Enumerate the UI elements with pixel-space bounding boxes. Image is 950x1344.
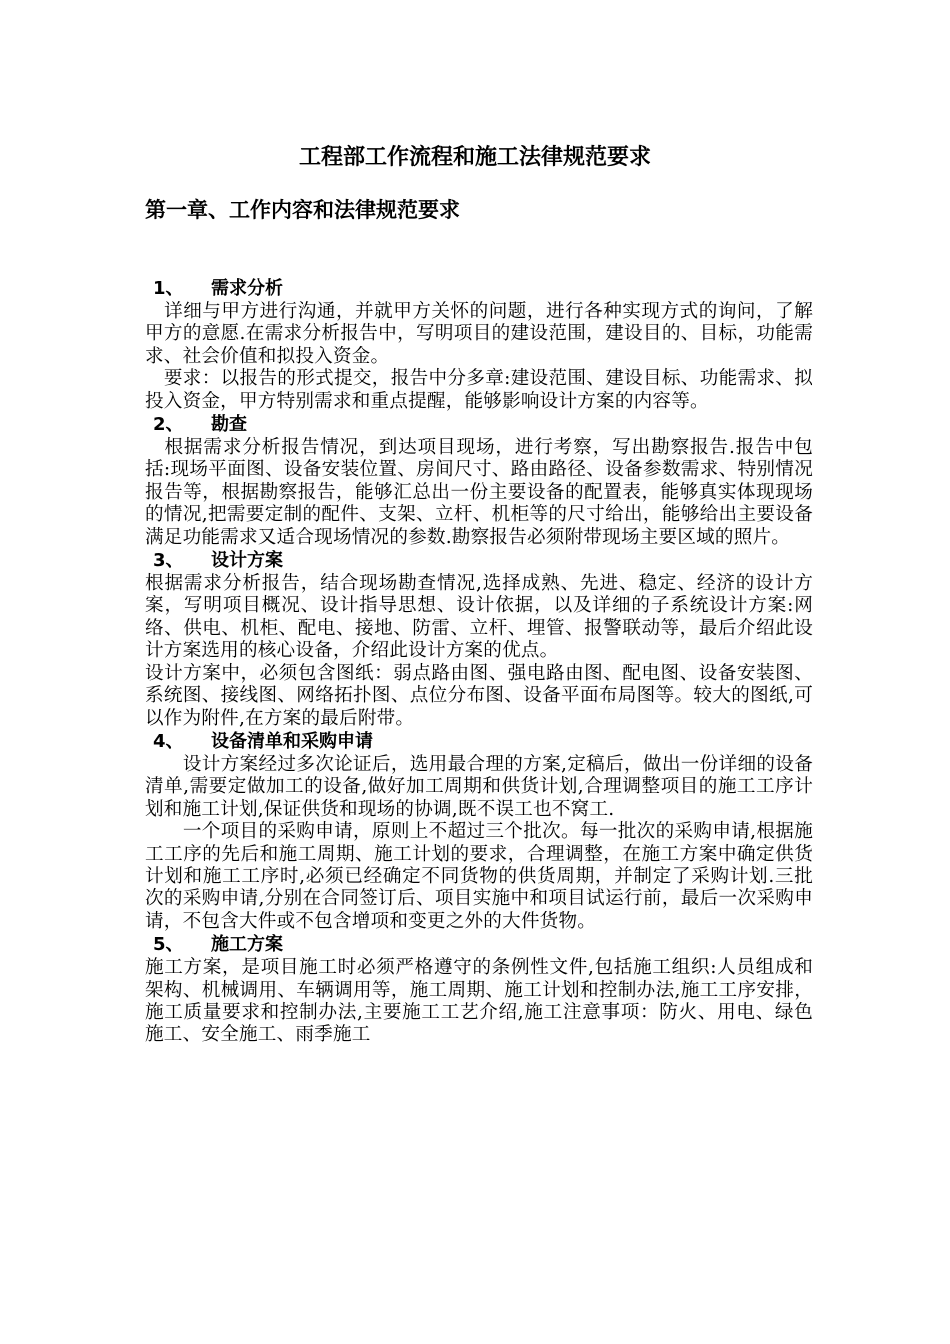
- section-2: [145, 413, 813, 549]
- paragraph: 设计方案中，必须包含图纸：弱点路由图、强电路由图、配电图、设备安装图、系统图、接线图、网络拓扑图、点位分布图、设备平面布局图等。较大的图纸,可以作为附件,在方案的最后附带。: [145, 662, 813, 729]
- section-title: 勘查: [211, 414, 247, 436]
- section-4: [145, 730, 813, 933]
- section-title: 施工方案: [211, 934, 283, 956]
- section-5: [145, 933, 813, 1047]
- section-3: [145, 549, 813, 730]
- section-title: 设备清单和采购申请: [211, 730, 373, 752]
- document-title: 工程部工作流程和施工法律规范要求: [298, 145, 651, 170]
- paragraph: 要求：以报告的形式提交，报告中分多章:建设范围、建设目标、功能需求、拟投入资金，甲方特别需求和重点提醒，能够影响设计方案的内容等。: [145, 368, 813, 412]
- chapter-heading: 第一章、工作内容和法律规范要求: [145, 198, 460, 222]
- section-number: 1、: [153, 278, 184, 299]
- section-heading: [145, 730, 813, 754]
- paragraph: 施工方案，是项目施工时必须严格遵守的条例性文件,包括施工组织:人员组成和架构、机械调用、车辆调用等，施工周期、施工计划和控制办法,施工工序安排，施工质量要求和控制办法,主要施工工艺介绍,施工注意事项：防火、用电、绿色施工、安全施工、雨季施工: [145, 957, 813, 1046]
- paragraph: 根据需求分析报告情况，到达项目现场，进行考察，写出勘察报告.报告中包括:现场平面图、设备安装位置、房间尺寸、路由路径、设备参数需求、特别情况报告等，根据勘察报告，能够汇总出一份主要设备的配置表，能够真实体现现场的情况,把需要定制的配件、支架、立杆、机柜等的尺寸给出，能够给出主要设备满足功能需求又适合现场情况的参数.勘察报告必须附带现场主要区域的照片。: [145, 437, 813, 548]
- document-body: [145, 277, 813, 1047]
- paragraph: 一个项目的采购申请，原则上不超过三个批次。每一批次的采购申请,根据施工工序的先后和施工周期、施工计划的要求，合理调整，在施工方案中确定供货计划和施工工序时,必须已经确定不同货物的供货周期，并制定了采购计划.三批次的采购申请,分别在合同签订后、项目实施中和项目试运行前，最后一次采购申请，不包含大件或不包含增项和变更之外的大件货物。: [145, 821, 813, 932]
- section-number: 4、: [153, 730, 184, 752]
- section-heading: [145, 277, 813, 301]
- section-heading: [145, 549, 813, 573]
- section-title: 需求分析: [211, 278, 283, 299]
- paragraph: 设计方案经过多次论证后，选用最合理的方案,定稿后，做出一份详细的设备清单,需要定做加工的设备,做好加工周期和供货计划,合理调整项目的施工工序计划和施工计划,保证供货和现场的协调,既不误工也不窝工.: [145, 753, 813, 820]
- paragraph: 详细与甲方进行沟通，并就甲方关怀的问题，进行各种实现方式的询问，了解甲方的意愿.在需求分析报告中，写明项目的建设范围，建设目的、目标，功能需求、社会价值和拟投入资金。: [145, 301, 813, 367]
- section-title: 设计方案: [211, 550, 283, 572]
- section-number: 2、: [153, 414, 184, 436]
- section-number: 3、: [153, 550, 184, 572]
- section-heading: [145, 413, 813, 437]
- section-heading: [145, 933, 813, 957]
- section-number: 5、: [153, 934, 184, 956]
- section-1: [145, 277, 813, 413]
- paragraph: 根据需求分析报告，结合现场勘查情况,选择成熟、先进、稳定、经济的设计方案，写明项目概况、设计指导思想、设计依据，以及详细的子系统设计方案:网络、供电、机柜、配电、接地、防雷、立杆、埋管、报警联动等，最后介绍此设计方案选用的核心设备，介绍此设计方案的优点。: [145, 573, 813, 662]
